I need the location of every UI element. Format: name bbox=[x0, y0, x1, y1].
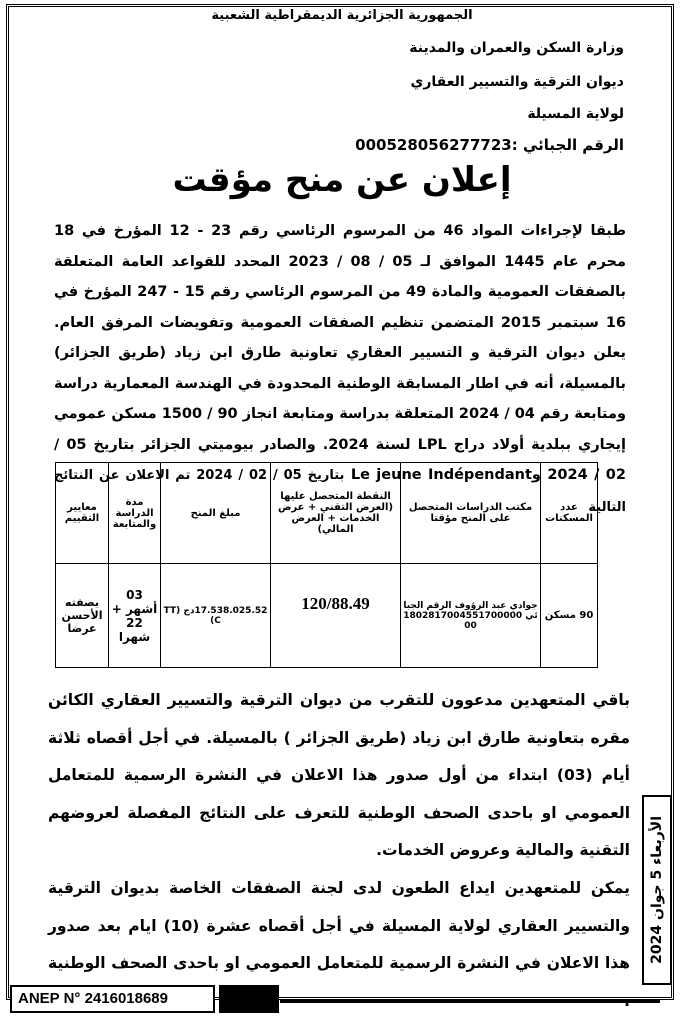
intro-line: 2024 المتعلقة بدراسة ومتابعة انجاز 90 / 1500 مسكن عمومي إيجاري ببلدية أولاد دراج LPL bbox=[54, 406, 626, 453]
wilaya-name: لولاية المسيلة bbox=[527, 106, 624, 122]
body-line: النشرة الرسمية للمتعامل العمومي او باحدى الصحف الوطنية bbox=[48, 954, 510, 972]
tax-id: الرقم الجبائي :000528056277723 bbox=[355, 136, 624, 154]
intro-line: بالمسيلة، أنه في اطار المسابقة الوطنية المحدودة في الهندسة المعمارية دراسة ومتابعة رقم 04 / bbox=[54, 375, 626, 422]
results-table bbox=[55, 462, 598, 668]
body-line: يمكن للمتعهدين ايداع الطعون لدى لجنة الصفقات الخاصة بديوان الترقية والتسيير bbox=[48, 879, 630, 935]
results-notice-paragraph bbox=[48, 682, 630, 870]
cell-criteria: بصفته الأحسن عرضا bbox=[56, 564, 109, 668]
col-header-duration: مدة الدراسة والمتابعة bbox=[109, 463, 161, 564]
col-header-amount: مبلغ المنح bbox=[161, 463, 271, 564]
body-line: الصحف الوطنية للتعرف على النتائج المفصلة لعروضهم التقنية والمالية وعروض bbox=[48, 803, 630, 859]
col-header-units: عدد المسكنات bbox=[541, 463, 598, 564]
date-stamp bbox=[642, 795, 672, 985]
col-header-office: مكتب الدراسات المتحصل على المنح مؤقتا bbox=[401, 463, 541, 564]
cell-units: 90 مسكن bbox=[541, 564, 598, 668]
col-header-score: النقطة المتحصل عليها (العرض التقني + عرض الخدمات + العرض المالي) bbox=[271, 463, 401, 564]
body-line: العقاري لولاية المسيلة في أجل أقصاه عشرة (10) ايام بعد صدور هذا الاعلان في bbox=[48, 916, 630, 972]
intro-line: بتاريخ 05 / 02 / 2024 تم الاعلان عن النتائج التالية bbox=[54, 468, 626, 515]
ministry-name: وزارة السكن والعمران والمدينة bbox=[409, 40, 624, 56]
intro-line: الموافق لـ 05 / 08 / 2023 المحدد للقواعد العامة المتعلقة بالصفقات العمومية والمادة 49 من bbox=[54, 253, 626, 300]
republic-header: الجمهورية الجزائرية الديمقراطية الشعبية bbox=[211, 8, 473, 23]
body-line: الخدمات. bbox=[376, 841, 445, 859]
intro-line: طبقا لإجراءات المواد 46 من المرسوم الرئاسي رقم 23 - 12 المؤرخ في 18 محرم عام 1445 bbox=[54, 223, 626, 270]
col-header-criteria: معايير التقييم bbox=[56, 463, 109, 564]
office-name: ديوان الترقية والتسيير العقاري bbox=[410, 74, 624, 90]
body-line: ابتداء من أول صدور هذا الاعلان في النشرة الرسمية للمتعامل العمومي او باحدى bbox=[48, 766, 631, 822]
cell-score: 120/88.49 bbox=[271, 564, 401, 668]
table-header-row bbox=[56, 463, 598, 564]
newspaper-logo bbox=[219, 985, 279, 1013]
intro-line: وتفويضات المرفق العام. يعلن ديوان الترقية و التسيير العقاري تعاونية طارق ابن زياد (طريق الجزائر) bbox=[54, 314, 626, 361]
cell-office: جوادي عبد الرؤوف الرقم الجبائي 180281700455170000000 bbox=[401, 564, 541, 668]
body-line: باقي المتعهدين مدعوون للتقرب من ديوان الترقية والتسيير العقاري الكائن مقره bbox=[48, 691, 630, 747]
table-row bbox=[56, 564, 598, 668]
cell-duration: 03 أشهر + 22 شهرا bbox=[109, 564, 161, 668]
anep-number: ANEP N° 2416018689 bbox=[10, 985, 215, 1013]
intro-line: لسنة 2024. والصادر بيوميتي الجزائر بتاريخ 05 / 02 / 2024 وLe jeune Indépendant bbox=[54, 436, 626, 483]
body-line: بتعاونية طارق ابن زياد (طريق الجزائر ) بالمسيلة. في أجل أقصاه ثلاثة أيام (03) bbox=[48, 728, 630, 784]
footer-rule bbox=[280, 1000, 660, 1003]
announcement-title: إعلان عن منح مؤقت bbox=[172, 160, 512, 200]
cell-amount: 17.538.025.52دج (TTC) bbox=[161, 564, 271, 668]
date-stamp-text: الأربعاء 5 جوان 2024 bbox=[649, 816, 665, 964]
intro-line: المرسوم الرئاسي رقم 15 - 247 المؤرخ في 16 سبتمبر 2015 المتضمن تنظيم الصفقات العمومية bbox=[54, 284, 626, 331]
